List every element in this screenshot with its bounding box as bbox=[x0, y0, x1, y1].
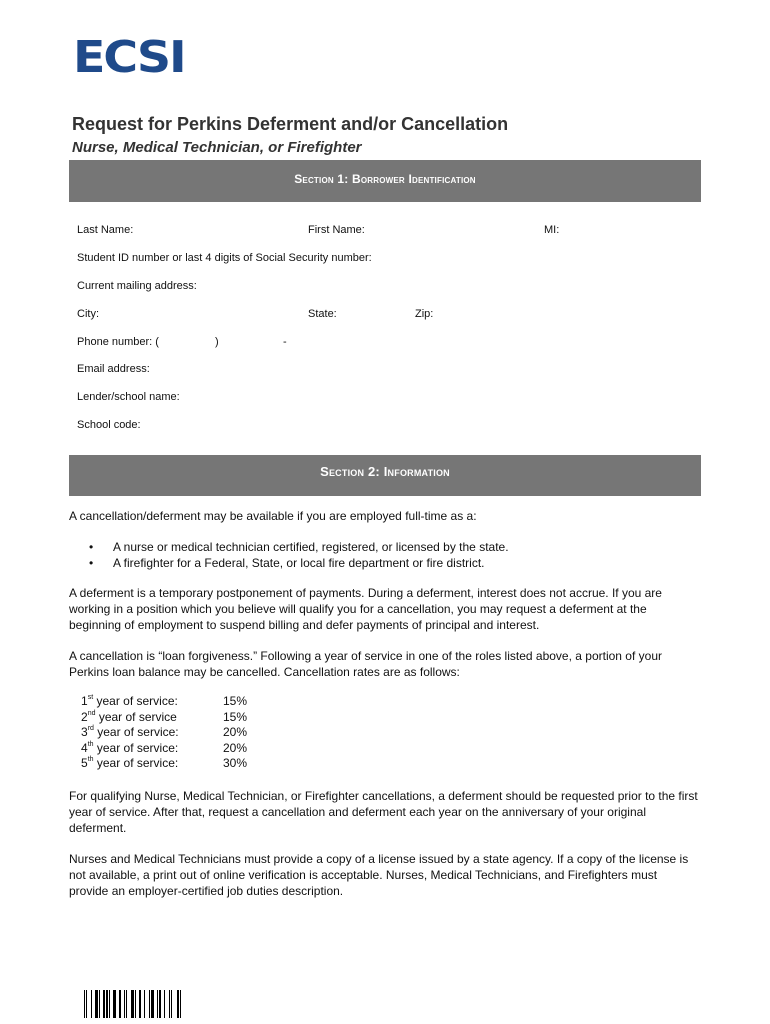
ecsi-logo: ECSI bbox=[73, 32, 185, 83]
list-item bbox=[89, 555, 689, 571]
city-label: City: bbox=[77, 308, 99, 320]
first-name-label: First Name: bbox=[308, 224, 365, 236]
bullet-text: A nurse or medical technician certified, registered, or licensed by the state. bbox=[113, 540, 509, 554]
rate-row: 4th year of service: 20% bbox=[81, 740, 248, 755]
cancellation-paragraph: A cancellation is “loan forgiveness.” Following a year of service in one of the roles listed above, a portion of your Perkins loan balance may be cancelled. Cancellation rates are as follows: bbox=[69, 649, 662, 679]
license-paragraph: Nurses and Medical Technicians must provide a copy of a license issued by a state agency. If a copy of the license is not available, a print out of online verification is acceptable. Nurses, Medical Technicians, and Firefighters must provide an employer-certified job duties description. bbox=[69, 852, 689, 898]
deferment-paragraph: A deferment is a temporary postponement of payments. During a deferment, interest does not accrue. If you are working in a position which you believe will qualify you for a cancellation, you may request a deferment at the beginning of employment to suspend billing and defer payments of principal and interest. bbox=[69, 586, 662, 632]
phone-label: Phone number: ( bbox=[77, 336, 159, 348]
zip-label: Zip: bbox=[415, 308, 434, 320]
barcode-icon bbox=[84, 990, 204, 1018]
bullet-text: A firefighter for a Federal, State, or local fire department or fire district. bbox=[113, 556, 485, 570]
page-subtitle: Nurse, Medical Technician, or Firefighter bbox=[72, 139, 362, 156]
bullet-icon: • bbox=[89, 540, 94, 554]
bullet-icon: • bbox=[89, 556, 94, 570]
rate-value: 15% bbox=[223, 709, 248, 724]
rate-value: 20% bbox=[223, 725, 248, 740]
rate-row: 3rd year of service: 20% bbox=[81, 725, 248, 740]
rate-value: 20% bbox=[223, 740, 248, 755]
last-name-label: Last Name: bbox=[77, 224, 134, 236]
page-title: Request for Perkins Deferment and/or Cancellation bbox=[72, 114, 509, 134]
intro-text: A cancellation/deferment may be available if you are employed full-time as a: bbox=[69, 509, 477, 523]
rate-row: 1st year of service: 15% bbox=[81, 694, 248, 708]
list-item bbox=[89, 539, 689, 555]
student-id-label: Student ID number or last 4 digits of Social Security number: bbox=[77, 252, 372, 264]
school-code-label: School code: bbox=[77, 419, 141, 431]
phone-paren-close: ) bbox=[215, 336, 219, 348]
email-label: Email address: bbox=[77, 363, 150, 375]
rate-row: 2nd year of service 15% bbox=[81, 709, 248, 724]
lender-label: Lender/school name: bbox=[77, 391, 180, 403]
section-2-header: Section 2: Information bbox=[69, 455, 701, 496]
rate-row: 5th year of service: 30% bbox=[81, 756, 248, 771]
phone-dash: - bbox=[283, 336, 287, 348]
section-1-header: Section 1: Borrower Identification bbox=[69, 160, 701, 202]
rates-table bbox=[81, 694, 247, 772]
mailing-address-label: Current mailing address: bbox=[77, 280, 197, 292]
rate-value: 15% bbox=[223, 694, 248, 708]
mi-label: MI: bbox=[544, 224, 560, 236]
rate-value: 30% bbox=[223, 756, 248, 771]
qualifying-paragraph: For qualifying Nurse, Medical Technician, or Firefighter cancellations, a deferment should be requested prior to the first year of service. After that, request a cancellation and deferment each year on the anniversary of your original deferment. bbox=[69, 789, 698, 835]
bullet-list bbox=[89, 539, 689, 571]
state-label: State: bbox=[308, 308, 337, 320]
